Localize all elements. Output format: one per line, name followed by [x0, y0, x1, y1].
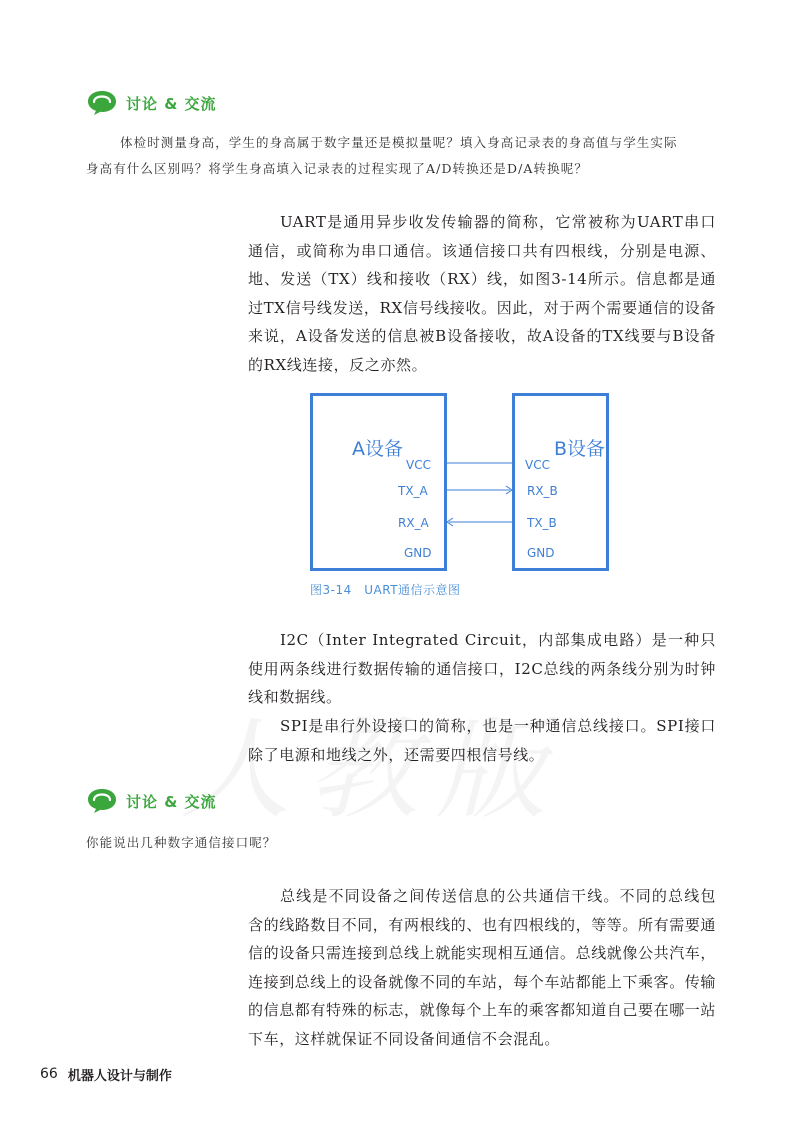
device-b-box — [514, 395, 608, 570]
paragraph-i2c: I2C（Inter Integrated Circuit，内部集成电路）是一种只使用两条线进行数据传输的通信接口，I2C总线的两条线分别为时钟线和数据线。 — [248, 631, 716, 706]
device-a-label: A设备 — [352, 438, 403, 460]
discussion-header-2 — [86, 786, 217, 816]
pin-b-vcc: VCC — [525, 458, 550, 472]
paragraph-uart: UART是通用异步收发传输器的简称，它常被称为UART串口通信，或简称为串口通信。该通信接口共有四根线，分别是电源、地、发送（TX）线和接收（RX）线，如图3-14所示。信息都是通过TX信号线发送，RX信号线接收。因此，对于两个需要通信的设备来说，A设备发送的信息被B设备接收，故A设备的TX线要与B设备的RX线连接，反之亦然。 — [248, 213, 716, 374]
paragraph-spi: SPI是串行外设接口的简称，也是一种通信总线接口。SPI接口除了电源和地线之外，还需要四根信号线。 — [248, 717, 716, 764]
pin-b-rx: RX_B — [527, 484, 558, 498]
figure-caption: 图3-14 UART通信示意图 — [310, 583, 461, 597]
discussion-text-2 — [86, 830, 718, 856]
page-number: 66 — [40, 1066, 58, 1082]
discussion-line: 你能说出几种数字通信接口呢？ — [86, 835, 277, 850]
pin-a-tx: TX_A — [398, 484, 428, 498]
speech-bubble-icon — [86, 89, 118, 117]
discussion-line: 身高有什么区别吗？将学生身高填入记录表的过程实现了A/D转换还是D/A转换呢？ — [86, 161, 588, 176]
discussion-header-1 — [86, 88, 217, 118]
page-footer — [40, 1064, 172, 1084]
device-b-label: B设备 — [554, 438, 606, 460]
book-title: 机器人设计与制作 — [67, 1068, 172, 1084]
pin-b-gnd: GND — [527, 546, 555, 560]
paragraph-bus: 总线是不同设备之间传送信息的公共通信干线。不同的总线包含的线路数目不同，有两根线的、也有四根线的，等等。所有需要通信的设备只需连接到总线上就能实现相互通信。总线就像公共汽车，连接到总线上的设备就像不同的车站，每个车站都能上下乘客。传输的信息都有特殊的标志，就像每个上车的乘客都知道自己要在哪一站下车，这样就保证不同设备间通信不会混乱。 — [248, 887, 717, 1048]
pin-a-vcc: VCC — [406, 458, 431, 472]
pin-b-tx: TX_B — [527, 516, 557, 530]
device-a-box — [312, 395, 446, 570]
discussion-title: 讨论 & 交流 — [126, 792, 217, 811]
discussion-line: 体检时测量身高，学生的身高属于数字量还是模拟量呢？填入身高记录表的身高值与学生实际 — [120, 135, 678, 150]
pin-a-gnd: GND — [404, 546, 432, 560]
discussion-text-1 — [86, 130, 718, 182]
uart-diagram — [310, 393, 610, 573]
pin-a-rx: RX_A — [398, 516, 429, 530]
discussion-title: 讨论 & 交流 — [126, 94, 217, 113]
speech-bubble-icon — [86, 787, 118, 815]
